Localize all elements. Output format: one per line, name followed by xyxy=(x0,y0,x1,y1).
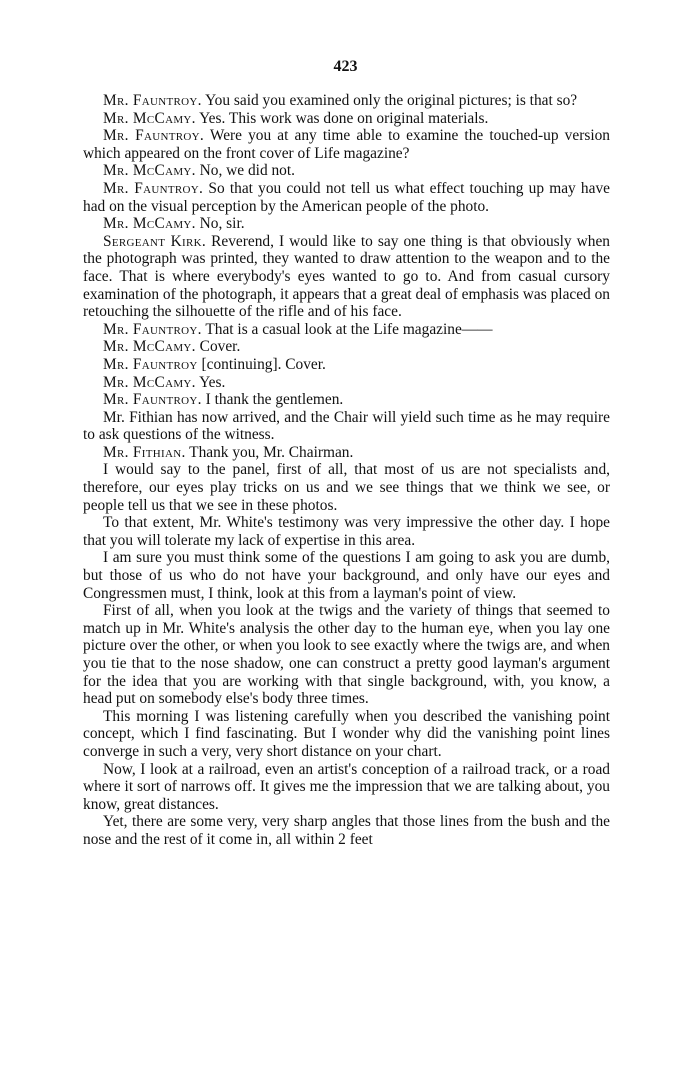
speaker-name: Mr. McCamy. xyxy=(103,109,196,127)
paragraph-text: I thank the gentlemen. xyxy=(201,391,344,409)
speaker-name: Mr. McCamy. xyxy=(103,373,196,391)
paragraph-text: Were you at any time able to examine the touched-up version which appeared on the front cover of Life magazine? xyxy=(83,127,610,162)
paragraph xyxy=(83,391,610,409)
speaker-name: Sergeant Kirk. xyxy=(103,232,207,250)
paragraph-text: Reverend, I would like to say one thing is that obviously when the photograph was printed, they wanted to draw attention to the weapon and to the face. That is where everybody's eyes wanted to go to. And from casual cursory examination of the photograph, it appears that a great deal of emphasis was placed on retouching the silhouette of the rifle and of his face. xyxy=(83,232,610,321)
paragraph-text: That is a casual look at the Life magazine—— xyxy=(201,320,493,338)
paragraph xyxy=(83,461,610,514)
paragraph-text: To that extent, Mr. White's testimony was very impressive the other day. I hope that you will tolerate my lack of expertise in this area. xyxy=(83,514,610,549)
paragraph xyxy=(83,162,610,180)
speaker-name: Mr. Fauntroy. xyxy=(103,127,205,145)
speaker-name: Mr. Fauntroy xyxy=(103,355,198,373)
paragraph xyxy=(83,409,610,444)
paragraph xyxy=(83,110,610,128)
speaker-name: Mr. McCamy. xyxy=(103,338,196,356)
paragraph-text: No, sir. xyxy=(195,215,245,233)
paragraph xyxy=(83,549,610,602)
paragraph xyxy=(83,180,610,215)
paragraph xyxy=(83,356,610,374)
speaker-name: Mr. Fauntroy. xyxy=(103,92,202,109)
paragraph xyxy=(83,215,610,233)
paragraph xyxy=(83,321,610,339)
paragraph-text: Yet, there are some very, very sharp angles that those lines from the bush and the nose and the rest of it come in, all within 2 feet xyxy=(83,813,610,848)
paragraph-text: So that you could not tell us what effect touching up may have had on the visual perception by the American people of the photo. xyxy=(83,179,610,215)
paragraph xyxy=(83,374,610,392)
paragraph xyxy=(83,514,610,549)
speaker-name: Mr. Fauntroy. xyxy=(103,391,202,409)
paragraph-text: First of all, when you look at the twigs and the variety of things that seemed to match up in Mr. White's analysis the other day to the human eye, when you lay one picture over the other, or when you look to see exactly where the twigs are, and when you tie that to the nose shadow, one can construct a pretty good layman's argument for the idea that you are working with that single background, with, you know, a head put on somebody else's body three times. xyxy=(83,602,610,708)
paragraph xyxy=(83,127,610,162)
paragraph xyxy=(83,92,610,110)
paragraph-text: Mr. Fithian has now arrived, and the Chair will yield such time as he may require to ask questions of the witness. xyxy=(83,408,610,444)
speaker-name: Mr. Fauntroy. xyxy=(103,179,204,197)
paragraph-text: Now, I look at a railroad, even an artist's conception of a railroad track, or a road where it sort of narrows off. It gives me the impression that we are talking about, you know, great distances. xyxy=(83,760,610,813)
paragraph-text: [continuing]. Cover. xyxy=(197,355,326,373)
paragraph-text: Thank you, Mr. Chairman. xyxy=(185,443,354,461)
transcript-body xyxy=(83,92,610,849)
paragraph-text: Yes. xyxy=(195,373,226,391)
paragraph xyxy=(83,444,610,462)
paragraph-text: You said you examined only the original pictures; is that so? xyxy=(201,92,578,109)
page-number: 423 xyxy=(333,58,358,75)
paragraph xyxy=(83,761,610,814)
paragraph xyxy=(83,708,610,761)
paragraph xyxy=(83,233,610,321)
paragraph xyxy=(83,338,610,356)
paragraph xyxy=(83,813,610,848)
paragraph-text: Yes. This work was done on original materials. xyxy=(195,109,489,127)
speaker-name: Mr. Fithian. xyxy=(103,443,186,461)
speaker-name: Mr. McCamy. xyxy=(103,162,196,180)
paragraph-text: I would say to the panel, first of all, that most of us are not specialists and, therefore, our eyes play tricks on us and we see things that we think we see, or people tell us that we see in these photos. xyxy=(83,461,610,514)
paragraph-text: I am sure you must think some of the questions I am going to ask you are dumb, but those of us who do not have your background, and only have our eyes and Congressmen must, I think, look at this from a layman's point of view. xyxy=(83,549,610,602)
paragraph-text: This morning I was listening carefully when you described the vanishing point concept, which I find fascinating. But I wonder why did the vanishing point lines converge in such a very, very short distance on your chart. xyxy=(83,707,610,760)
speaker-name: Mr. McCamy. xyxy=(103,215,196,233)
paragraph-text: No, we did not. xyxy=(195,162,296,180)
speaker-name: Mr. Fauntroy. xyxy=(103,320,202,338)
paragraph-text: Cover. xyxy=(195,338,241,356)
paragraph xyxy=(83,602,610,708)
